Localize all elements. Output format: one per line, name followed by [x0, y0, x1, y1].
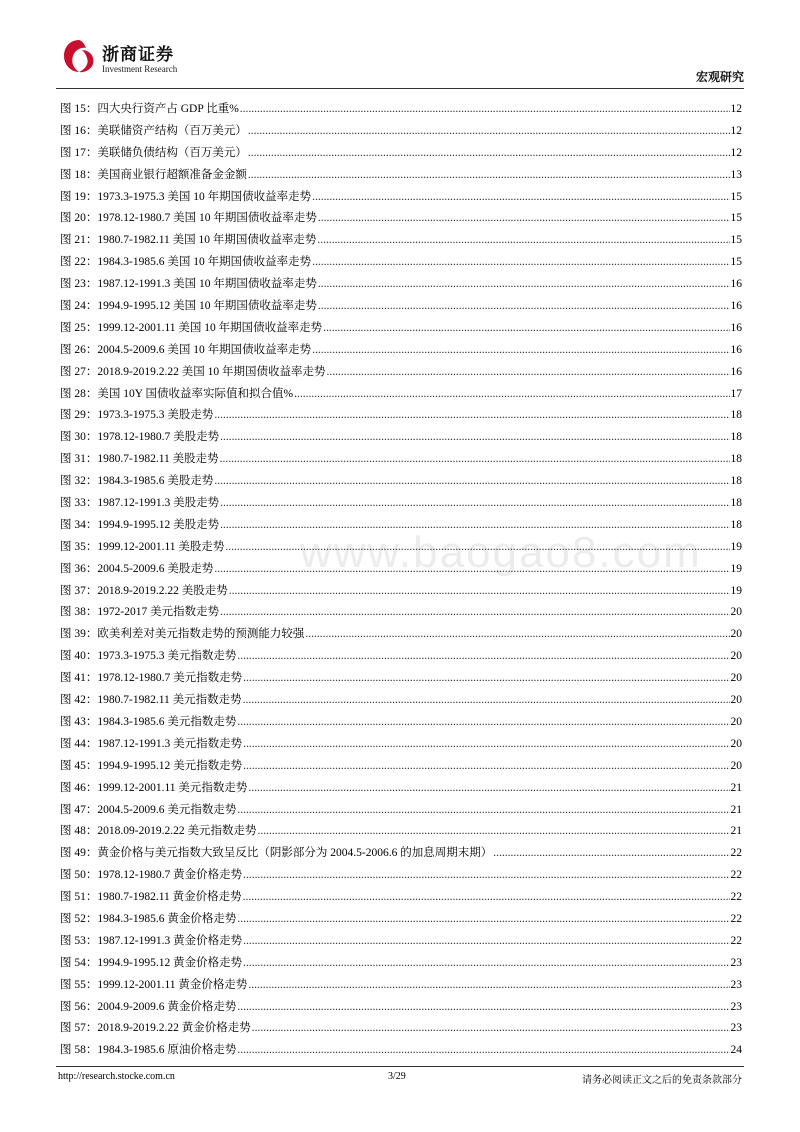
toc-entry[interactable] [60, 253, 742, 275]
toc-entry[interactable] [60, 910, 742, 932]
toc-entry-label: 图 29：1973.3-1975.3 美股走势 [60, 409, 214, 422]
toc-entry-label: 图 27：2018.9-2019.2.22 美国 10 年期国债收益率走势 [60, 365, 326, 378]
toc-entry[interactable] [60, 166, 742, 188]
toc-entry-page: 22 [730, 912, 742, 925]
toc-entry-label: 图 48：2018.09-2019.2.22 美元指数走势 [60, 825, 257, 838]
toc-entry-label: 图 20：1978.12-1980.7 美国 10 年期国债收益率走势 [60, 212, 317, 225]
toc-entry[interactable] [60, 888, 742, 910]
toc-leader-dots [237, 1001, 729, 1013]
toc-entry[interactable] [60, 976, 742, 998]
toc-entry-label: 图 38：1972-2017 美元指数走势 [60, 606, 220, 619]
footer-rule [56, 1066, 744, 1067]
toc-entry-label: 图 19：1973.3-1975.3 美国 10 年期国债收益率走势 [60, 190, 312, 203]
toc-leader-dots [220, 453, 730, 465]
toc-leader-dots [237, 1044, 729, 1056]
toc-entry-page: 19 [730, 562, 742, 575]
toc-entry[interactable] [60, 516, 742, 538]
toc-entry[interactable] [60, 757, 742, 779]
toc-entry-page: 19 [730, 584, 742, 597]
toc-entry-label: 图 57：2018.9-2019.2.22 黄金价格走势 [60, 1022, 251, 1035]
toc-entry-label: 图 55：1999.12-2001.11 黄金价格走势 [60, 978, 248, 991]
toc-entry-page: 13 [730, 168, 742, 181]
toc-entry-page: 20 [730, 606, 742, 619]
toc-leader-dots [252, 1022, 730, 1034]
toc-entry-page: 21 [730, 803, 742, 816]
page-header [0, 0, 800, 90]
toc-entry-page: 22 [730, 891, 742, 904]
toc-entry-label: 图 39：欧美利差对美元指数走势的预测能力较强 [60, 628, 305, 641]
toc-leader-dots [248, 147, 730, 159]
toc-entry[interactable] [60, 275, 742, 297]
toc-leader-dots [240, 103, 730, 115]
toc-leader-dots [257, 825, 729, 837]
toc-entry-label: 图 36：2004.5-2009.6 美股走势 [60, 562, 214, 575]
toc-leader-dots [220, 519, 729, 531]
toc-leader-dots [317, 234, 729, 246]
toc-leader-dots [243, 869, 729, 881]
toc-entry-page: 23 [730, 956, 742, 969]
toc-leader-dots [237, 650, 729, 662]
toc-entry-label: 图 44：1987.12-1991.3 美元指数走势 [60, 737, 243, 750]
toc-leader-dots [312, 256, 729, 268]
toc-leader-dots [214, 409, 729, 421]
section-title: 宏观研究 [695, 70, 744, 84]
toc-entry-label: 图 26：2004.5-2009.6 美国 10 年期国债收益率走势 [60, 343, 312, 356]
toc-entry-label: 图 37：2018.9-2019.2.22 美股走势 [60, 584, 228, 597]
toc-entry-label: 图 50：1978.12-1980.7 黄金价格走势 [60, 869, 243, 882]
toc-entry-label: 图 33：1987.12-1991.3 美股走势 [60, 497, 220, 510]
toc-entry-page: 18 [730, 497, 742, 510]
toc-entry-page: 22 [730, 869, 742, 882]
toc-entry-label: 图 25：1999.12-2001.11 美国 10 年期国债收益率走势 [60, 321, 323, 334]
toc-entry-label: 图 22：1984.3-1985.6 美国 10 年期国债收益率走势 [60, 256, 312, 269]
toc-entry[interactable] [60, 231, 742, 253]
toc-leader-dots [312, 344, 729, 356]
toc-entry-page: 22 [730, 847, 742, 860]
watermark: www.baogao8.com [300, 528, 702, 577]
toc-leader-dots [248, 979, 729, 991]
toc-entry-page: 20 [730, 737, 742, 750]
toc-leader-dots [248, 125, 730, 137]
toc-leader-dots [248, 782, 729, 794]
toc-entry[interactable] [60, 801, 742, 823]
toc-entry[interactable] [60, 998, 742, 1020]
toc-entry-label: 图 51：1980.7-1982.11 黄金价格走势 [60, 891, 242, 904]
toc-leader-dots [323, 322, 729, 334]
toc-leader-dots [243, 694, 730, 706]
toc-entry-label: 图 40：1973.3-1975.3 美元指数走势 [60, 650, 237, 663]
toc-entry-label: 图 41：1978.12-1980.7 美元指数走势 [60, 672, 243, 685]
toc-entry-label: 图 24：1994.9-1995.12 美国 10 年期国债收益率走势 [60, 300, 317, 313]
toc-entry-label: 图 34：1994.9-1995.12 美股走势 [60, 518, 220, 531]
toc-entry-label: 图 16：美联储资产结构（百万美元） [60, 124, 247, 137]
toc-entry[interactable] [60, 319, 742, 341]
toc-entry[interactable] [60, 954, 742, 976]
toc-entry[interactable] [60, 713, 742, 735]
toc-entry-page: 16 [730, 321, 742, 334]
toc-entry[interactable] [60, 385, 742, 407]
header-rule [56, 88, 744, 89]
toc-leader-dots [237, 913, 729, 925]
toc-entry[interactable] [60, 866, 742, 888]
toc-entry[interactable] [60, 122, 742, 144]
toc-leader-dots [225, 541, 729, 553]
toc-entry-label: 图 32：1984.3-1985.6 美股走势 [60, 475, 214, 488]
toc-leader-dots [243, 738, 729, 750]
toc-entry-label: 图 18：美国商业银行超额准备金金额 [60, 168, 247, 181]
toc-entry-page: 18 [730, 518, 742, 531]
toc-entry[interactable] [60, 647, 742, 669]
toc-entry[interactable] [60, 822, 742, 844]
toc-leader-dots [220, 431, 729, 443]
toc-entry-page: 12 [730, 146, 742, 159]
toc-entry-page: 18 [730, 453, 742, 466]
toc-entry[interactable] [60, 932, 742, 954]
toc-entry[interactable] [60, 297, 742, 319]
toc-leader-dots [312, 191, 729, 203]
toc-leader-dots [214, 475, 729, 487]
toc-entry[interactable] [60, 209, 742, 231]
toc-leader-dots [214, 563, 729, 575]
toc-leader-dots [248, 169, 730, 181]
toc-leader-dots [326, 366, 729, 378]
toc-entry-page: 18 [730, 475, 742, 488]
toc-entry-page: 22 [730, 934, 742, 947]
toc-leader-dots [237, 716, 729, 728]
toc-entry-page: 21 [730, 781, 742, 794]
toc-entry[interactable] [60, 844, 742, 866]
toc-entry[interactable] [60, 188, 742, 210]
toc-leader-dots [229, 585, 730, 597]
toc-leader-dots [318, 278, 730, 290]
toc-entry-page: 16 [730, 365, 742, 378]
toc-leader-dots [220, 606, 729, 618]
toc-entry[interactable] [60, 494, 742, 516]
toc-entry-label: 图 43：1984.3-1985.6 美元指数走势 [60, 715, 237, 728]
toc-entry-page: 16 [730, 343, 742, 356]
toc-entry-label: 图 28：美国 10Y 国债收益率实际值和拟合值% [60, 387, 294, 400]
toc-entry-label: 图 56：2004.9-2009.6 黄金价格走势 [60, 1000, 237, 1013]
toc-entry[interactable] [60, 100, 742, 122]
toc-entry-page: 18 [730, 431, 742, 444]
toc-entry-label: 图 31：1980.7-1982.11 美股走势 [60, 453, 219, 466]
logo-english-name: Investment Research [102, 64, 178, 74]
toc-entry-page: 20 [730, 694, 742, 707]
toc-entry[interactable] [60, 603, 742, 625]
toc-entry[interactable] [60, 560, 742, 582]
toc-entry-page: 20 [730, 672, 742, 685]
toc-entry-label: 图 30：1978.12-1980.7 美股走势 [60, 431, 220, 444]
toc-entry[interactable] [60, 625, 742, 647]
toc-leader-dots [220, 497, 729, 509]
page-number: 3/29 [388, 1071, 406, 1082]
toc-entry-page: 15 [730, 256, 742, 269]
toc-entry-page: 24 [730, 1044, 742, 1057]
toc-entry-page: 18 [730, 409, 742, 422]
toc-entry[interactable] [60, 691, 742, 713]
toc-entry-page: 20 [730, 650, 742, 663]
toc-leader-dots [243, 672, 729, 684]
toc-leader-dots [243, 957, 729, 969]
toc-leader-dots [318, 300, 730, 312]
toc-entry[interactable] [60, 450, 742, 472]
toc-entry[interactable] [60, 428, 742, 450]
toc-entry-label: 图 49：黄金价格与美元指数大致呈反比（阴影部分为 2004.5-2006.6 的加息周期末期） [60, 847, 493, 860]
toc-entry[interactable] [60, 779, 742, 801]
toc-entry-label: 图 58：1984.3-1985.6 原油价格走势 [60, 1044, 237, 1057]
toc-leader-dots [243, 760, 729, 772]
toc-entry-label: 图 23：1987.12-1991.3 美国 10 年期国债收益率走势 [60, 278, 317, 291]
toc-leader-dots [318, 212, 730, 224]
toc-entry-page: 19 [730, 540, 742, 553]
toc-entry[interactable] [60, 582, 742, 604]
toc-entry-label: 图 15：四大央行资产占 GDP 比重% [60, 103, 239, 115]
toc-entry-label: 图 42：1980.7-1982.11 美元指数走势 [60, 694, 242, 707]
toc-entry[interactable] [60, 538, 742, 560]
toc-entry-page: 15 [730, 190, 742, 203]
toc-entry-page: 23 [730, 1000, 742, 1013]
toc-entry-page: 20 [730, 715, 742, 728]
toc-entry-page: 20 [730, 759, 742, 772]
toc-entry[interactable] [60, 669, 742, 691]
toc-entry-page: 12 [730, 103, 742, 115]
toc-entry-label: 图 17：美联储负债结构（百万美元） [60, 146, 247, 159]
footer-url[interactable]: http://research.stocke.com.cn [58, 1071, 175, 1082]
toc-entry[interactable] [60, 735, 742, 757]
toc-entry-page: 15 [730, 212, 742, 225]
toc-entry-label: 图 46：1999.12-2001.11 美元指数走势 [60, 781, 248, 794]
toc-entry-page: 12 [730, 124, 742, 137]
toc-entry-page: 23 [730, 1022, 742, 1035]
toc-leader-dots [237, 804, 729, 816]
footer-disclaimer: 请务必阅读正文之后的免责条款部分 [582, 1075, 742, 1086]
company-logo [62, 38, 182, 78]
toc-entry-page: 21 [730, 825, 742, 838]
toc-entry-label: 图 54：1994.9-1995.12 黄金价格走势 [60, 956, 243, 969]
toc-leader-dots [294, 388, 729, 400]
zheshang-logo-icon [62, 38, 96, 74]
toc-leader-dots [305, 628, 729, 640]
toc-entry-label: 图 21：1980.7-1982.11 美国 10 年期国债收益率走势 [60, 234, 317, 247]
toc-entry-page: 16 [730, 300, 742, 313]
toc-entry[interactable] [60, 363, 742, 385]
toc-entry-label: 图 52：1984.3-1985.6 黄金价格走势 [60, 912, 237, 925]
toc-entry[interactable] [60, 406, 742, 428]
toc-entry-page: 15 [730, 234, 742, 247]
toc-entry-page: 17 [730, 387, 742, 400]
toc-leader-dots [493, 847, 729, 859]
toc-leader-dots [243, 891, 730, 903]
logo-chinese-name: 浙商证券 [102, 45, 174, 65]
toc-entry[interactable] [60, 144, 742, 166]
toc-entry[interactable] [60, 472, 742, 494]
toc-entry[interactable] [60, 341, 742, 363]
toc-entry-label: 图 45：1994.9-1995.12 美元指数走势 [60, 759, 243, 772]
toc-entry-page: 16 [730, 278, 742, 291]
toc-entry[interactable] [60, 1041, 742, 1063]
toc-leader-dots [243, 935, 729, 947]
toc-entry-label: 图 53：1987.12-1991.3 黄金价格走势 [60, 934, 243, 947]
figure-index-list [60, 100, 742, 1063]
toc-entry-label: 图 47：2004.5-2009.6 美元指数走势 [60, 803, 237, 816]
toc-entry-page: 23 [730, 978, 742, 991]
toc-entry-label: 图 35：1999.12-2001.11 美股走势 [60, 540, 225, 553]
toc-entry[interactable] [60, 1019, 742, 1041]
toc-entry-page: 20 [730, 628, 742, 641]
